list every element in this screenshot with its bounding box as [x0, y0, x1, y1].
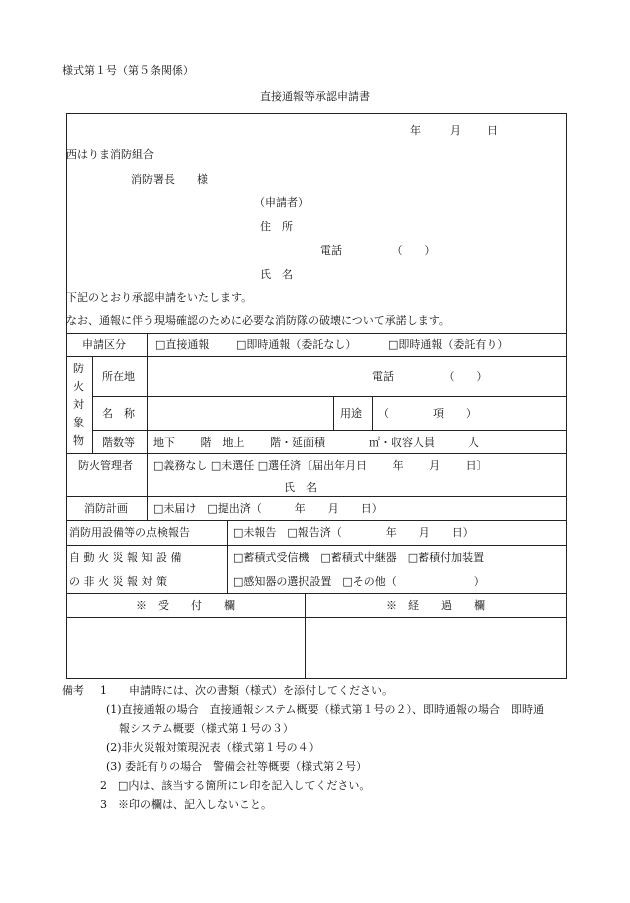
col-line: [92, 356, 93, 453]
target-label-char: 象: [73, 416, 84, 429]
option-immediate-contract[interactable]: □即時通報（委託有り）: [388, 338, 509, 351]
col-line: [333, 396, 334, 430]
col-line: [372, 396, 373, 430]
organization: 西はりま消防組合: [66, 148, 154, 161]
manager-name-label: 氏 名: [284, 481, 317, 494]
floors-value: 地下 階 地上 階・延面積 ㎡・収容人員 人: [153, 436, 479, 449]
row-line: [66, 545, 566, 546]
frame-top: [66, 113, 566, 114]
floors-label: 階数等: [102, 436, 135, 449]
target-label-char: 防: [73, 362, 84, 375]
note-item: 3 ※印の欄は、記入しないこと。: [100, 798, 272, 811]
applicant-label: （申請者）: [254, 196, 309, 209]
location-phone: 電話 （ ）: [372, 370, 488, 383]
row-line: [92, 430, 566, 431]
target-label-char: 対: [73, 398, 84, 411]
target-label-char: 物: [73, 434, 84, 447]
progress-label: ※ 経 過 欄: [386, 599, 485, 612]
inspection-options[interactable]: □未報告 □報告済（ 年 月 日）: [233, 526, 474, 539]
statement-1: 下記のとおり承認申請をいたします。: [66, 291, 253, 304]
form-title: 直接通報等承認申請書: [260, 90, 370, 103]
row-line: [66, 496, 566, 497]
address-label: 住 所: [260, 220, 293, 233]
target-label-char: 火: [73, 380, 84, 393]
usage-label: 用途: [340, 407, 362, 420]
note-item: 2 □内は、該当する箇所にレ印を記入してください。: [100, 779, 371, 792]
row-line: [66, 453, 566, 454]
alarm-options-2[interactable]: □感知器の選択設置 □その他（ ）: [233, 575, 485, 588]
row-line: [66, 593, 566, 594]
row-line: [66, 333, 566, 334]
usage-value: （ 項 ）: [378, 407, 477, 420]
note-item: 報システム概要（様式第１号の３）: [119, 722, 294, 735]
note-item: (1)直接通報の場合 直接通報システム概要（様式第１号の２）、即時通報の場合 即時通: [106, 703, 544, 716]
row-line: [66, 356, 566, 357]
alarm-options-1[interactable]: □蓄積式受信機 □蓄積式中継器 □蓄積付加装置: [233, 551, 485, 564]
alarm-label-2: の 非 火 災 報 対 策: [69, 575, 167, 588]
date-month: 月: [450, 124, 461, 137]
option-direct[interactable]: □直接通報: [155, 338, 210, 351]
frame-right: [566, 113, 567, 679]
notes-label: 備考: [62, 684, 84, 697]
statement-2: なお、通報に伴う現場確認のために必要な消防隊の破壊について承諾します。: [66, 314, 450, 327]
note-item: 1 申請時には、次の書類（様式）を添付してください。: [100, 684, 393, 697]
form-number: 様式第１号（第５条関係）: [62, 64, 194, 77]
alarm-label-1: 自 動 火 災 報 知 設 備: [69, 551, 182, 564]
date-day: 日: [487, 124, 498, 137]
option-immediate-no-contract[interactable]: □即時通報（委託なし）: [236, 338, 357, 351]
note-item: (3) 委託有りの場合 警備会社等概要（様式第２号）: [106, 760, 368, 773]
date-year: 年: [410, 124, 421, 137]
location-label: 所在地: [102, 370, 135, 383]
plan-label: 消防計画: [84, 502, 128, 515]
manager-options[interactable]: □義務なし □未選任 □選任済〔届出年月日 年 月 日〕: [153, 459, 488, 472]
building-name-label: 名 称: [102, 407, 135, 420]
frame-left: [66, 113, 67, 679]
row-line: [92, 396, 566, 397]
frame-bottom: [66, 678, 566, 679]
row-line: [66, 520, 566, 521]
application-type-label: 申請区分: [82, 338, 126, 351]
row-line: [66, 617, 566, 618]
col-line: [227, 520, 228, 593]
addressee: 消防署長 様: [131, 173, 208, 186]
inspection-label: 消防用設備等の点検報告: [69, 526, 190, 539]
name-label: 氏 名: [260, 268, 293, 281]
reception-label: ※ 受 付 欄: [136, 599, 235, 612]
phone-label: 電話 （ ）: [320, 244, 436, 257]
plan-options[interactable]: □未届け □提出済（ 年 月 日）: [153, 502, 383, 515]
manager-label: 防火管理者: [78, 459, 133, 472]
col-line: [147, 333, 148, 520]
note-item: (2)非火災報対策現況表（様式第１号の４）: [106, 741, 320, 754]
